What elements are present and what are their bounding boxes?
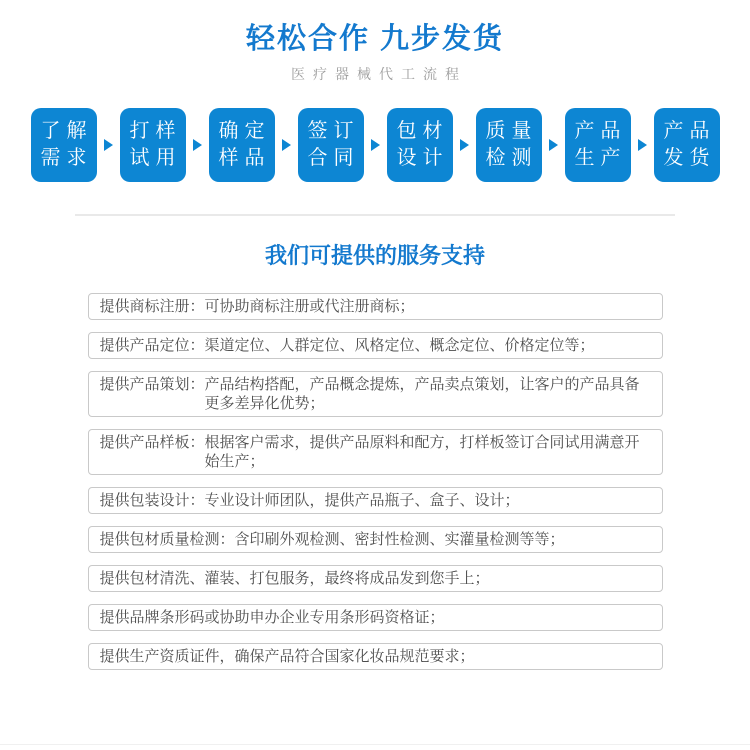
service-text: 专业设计师团队，提供产品瓶子、盒子、设计； bbox=[204, 492, 520, 509]
step-text: 发货 bbox=[663, 147, 716, 169]
step-text: 试用 bbox=[129, 147, 182, 169]
page-subtitle: 医疗器械代工流程 bbox=[291, 66, 467, 82]
services-list bbox=[88, 293, 663, 670]
service-item-barcode bbox=[88, 604, 663, 631]
arrow-right-icon bbox=[460, 139, 469, 151]
step-text: 生产 bbox=[574, 147, 627, 169]
page-title: 轻松合作 九步发货 bbox=[245, 23, 505, 55]
service-text: 含印刷外观检测、密封性检测、实灌量检测等等； bbox=[234, 531, 565, 548]
arrow-right-icon bbox=[104, 139, 113, 151]
step-text: 合同 bbox=[307, 147, 360, 169]
service-item-positioning bbox=[88, 332, 663, 359]
service-label: 提供包材质量检测： bbox=[99, 531, 235, 548]
step-text: 签订 bbox=[307, 120, 360, 142]
step-sample-trial bbox=[120, 108, 186, 182]
section-divider bbox=[75, 214, 675, 216]
bottom-rule bbox=[0, 744, 750, 745]
service-label: 提供产品策划： bbox=[99, 376, 205, 393]
service-text: 提供包材清洗、灌装、打包服务，最终将成品发到您手上； bbox=[99, 570, 490, 587]
arrow-right-icon bbox=[371, 139, 380, 151]
service-text: 渠道定位、人群定位、风格定位、概念定位、价格定位等； bbox=[204, 337, 595, 354]
service-item-package-design bbox=[88, 487, 663, 514]
service-label: 提供商标注册： bbox=[99, 298, 205, 315]
service-item-filling-packing bbox=[88, 565, 663, 592]
step-text: 了解 bbox=[40, 120, 93, 142]
service-text: 根据客户需求，提供产品原料和配方，打样板签订合同试用满意开始生产； bbox=[204, 434, 640, 470]
step-production bbox=[565, 108, 631, 182]
step-text: 产品 bbox=[574, 120, 627, 142]
service-label: 提供产品样板： bbox=[99, 434, 205, 451]
service-text: 产品结构搭配，产品概念提炼，产品卖点策划，让客户的产品具备更多差异化优势； bbox=[204, 376, 640, 412]
header bbox=[0, 0, 750, 83]
step-text: 打样 bbox=[129, 120, 182, 142]
step-text: 产品 bbox=[663, 120, 716, 142]
step-text: 样品 bbox=[218, 147, 271, 169]
step-text: 包材 bbox=[396, 120, 449, 142]
service-item-certificates bbox=[88, 643, 663, 670]
arrow-right-icon bbox=[282, 139, 291, 151]
service-item-sample bbox=[88, 429, 663, 475]
services-section-title: 我们可提供的服务支持 bbox=[264, 243, 485, 268]
arrow-right-icon bbox=[549, 139, 558, 151]
service-text: 提供品牌条形码或协助申办企业专用条形码资格证； bbox=[99, 609, 445, 626]
service-item-trademark bbox=[88, 293, 663, 320]
step-quality-test bbox=[476, 108, 542, 182]
step-shipping bbox=[654, 108, 720, 182]
step-text: 需求 bbox=[40, 147, 93, 169]
step-text: 检测 bbox=[485, 147, 538, 169]
step-sign-contract bbox=[298, 108, 364, 182]
step-text: 质量 bbox=[485, 120, 538, 142]
arrow-right-icon bbox=[193, 139, 202, 151]
service-item-planning bbox=[88, 371, 663, 417]
arrow-right-icon bbox=[638, 139, 647, 151]
service-label: 提供产品定位： bbox=[99, 337, 205, 354]
step-packaging-design bbox=[387, 108, 453, 182]
step-text: 设计 bbox=[396, 147, 449, 169]
service-item-material-test bbox=[88, 526, 663, 553]
service-label: 提供包装设计： bbox=[99, 492, 205, 509]
step-text: 确定 bbox=[218, 120, 271, 142]
process-flow bbox=[0, 108, 750, 182]
service-text: 可协助商标注册或代注册商标； bbox=[204, 298, 415, 315]
service-text: 提供生产资质证件，确保产品符合国家化妆品规范要求； bbox=[99, 648, 475, 665]
step-understand-needs bbox=[31, 108, 97, 182]
step-confirm-sample bbox=[209, 108, 275, 182]
